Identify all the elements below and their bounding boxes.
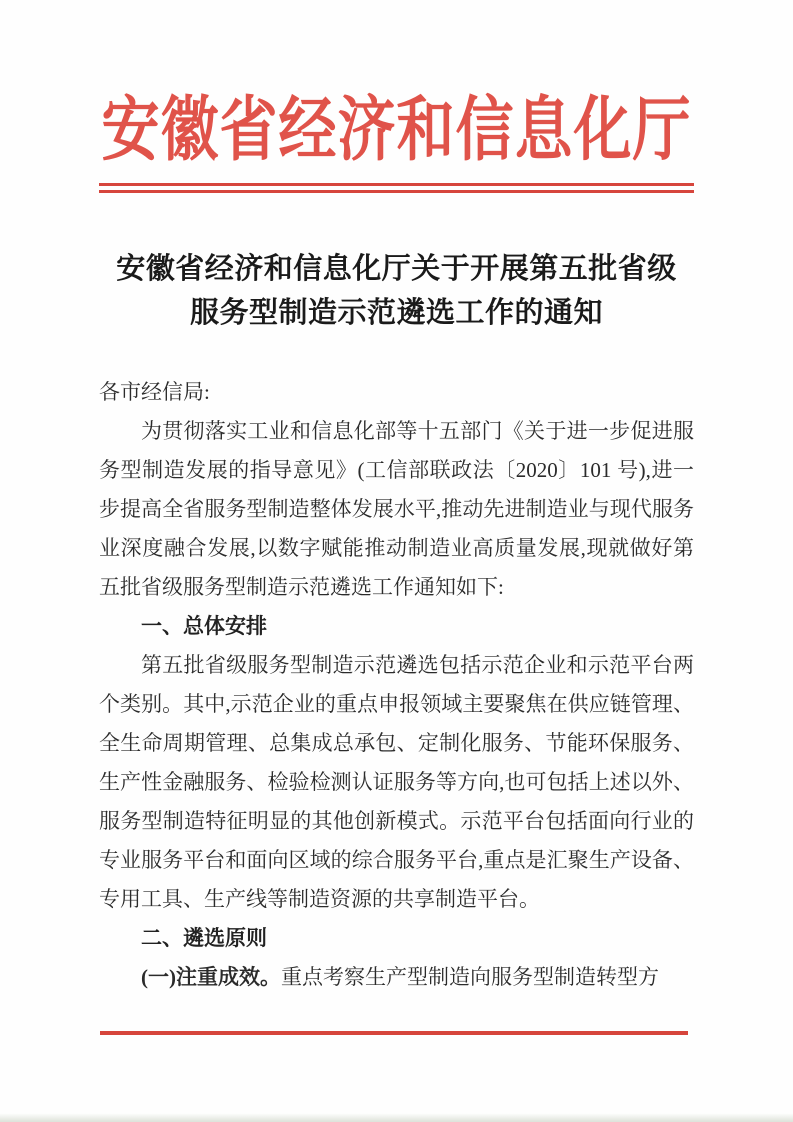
paragraph-principle-1-lead: (一)注重成效。 bbox=[141, 965, 281, 989]
paragraph-overview: 第五批省级服务型制造示范遴选包括示范企业和示范平台两个类别。其中,示范企业的重点申报领域主要聚焦在供应链管理、全生命周期管理、总集成总承包、定制化服务、节能环保服务、生产性金融服务、检验检测认证服务等方向,也可包括上述以外、服务型制造特征明显的其他创新模式。示范平台包括面向行业的专业服务平台和面向区域的综合服务平台,重点是汇聚生产设备、专用工具、生产线等制造资源的共享制造平台。 bbox=[99, 653, 694, 911]
paragraph-intro: 为贯彻落实工业和信息化部等十五部门《关于进一步促进服务型制造发展的指导意见》(工信部联政法〔2020〕101 号),进一步提高全省服务型制造整体发展水平,推动先进制造业与现代服务业深度融合发展,以数字赋能推动制造业高质量发展,现就做好第五批省级服务型制造示范遴选工作通知如下: bbox=[99, 419, 694, 599]
masthead bbox=[99, 0, 694, 170]
document-title bbox=[99, 247, 694, 335]
paragraph-principle-1-text: 重点考察生产型制造向服务型制造转型方 bbox=[281, 965, 659, 989]
scan-edge-artifact bbox=[0, 1113, 793, 1122]
document-title-line-2: 服务型制造示范遴选工作的通知 bbox=[189, 297, 603, 329]
masthead-divider bbox=[99, 183, 694, 193]
masthead-agency-title: 安徽省经济和信息化厅 bbox=[101, 91, 692, 170]
paragraph-principle-1 bbox=[99, 958, 694, 997]
section-heading-1: 一、总体安排 bbox=[141, 615, 267, 638]
page-content bbox=[99, 0, 694, 997]
document-body bbox=[99, 373, 694, 997]
document-title-line-1: 安徽省经济和信息化厅关于开展第五批省级 bbox=[116, 253, 677, 285]
salutation: 各市经信局: bbox=[99, 380, 210, 404]
section-heading-2: 二、遴选原则 bbox=[141, 927, 267, 950]
footer-divider bbox=[100, 1031, 688, 1035]
